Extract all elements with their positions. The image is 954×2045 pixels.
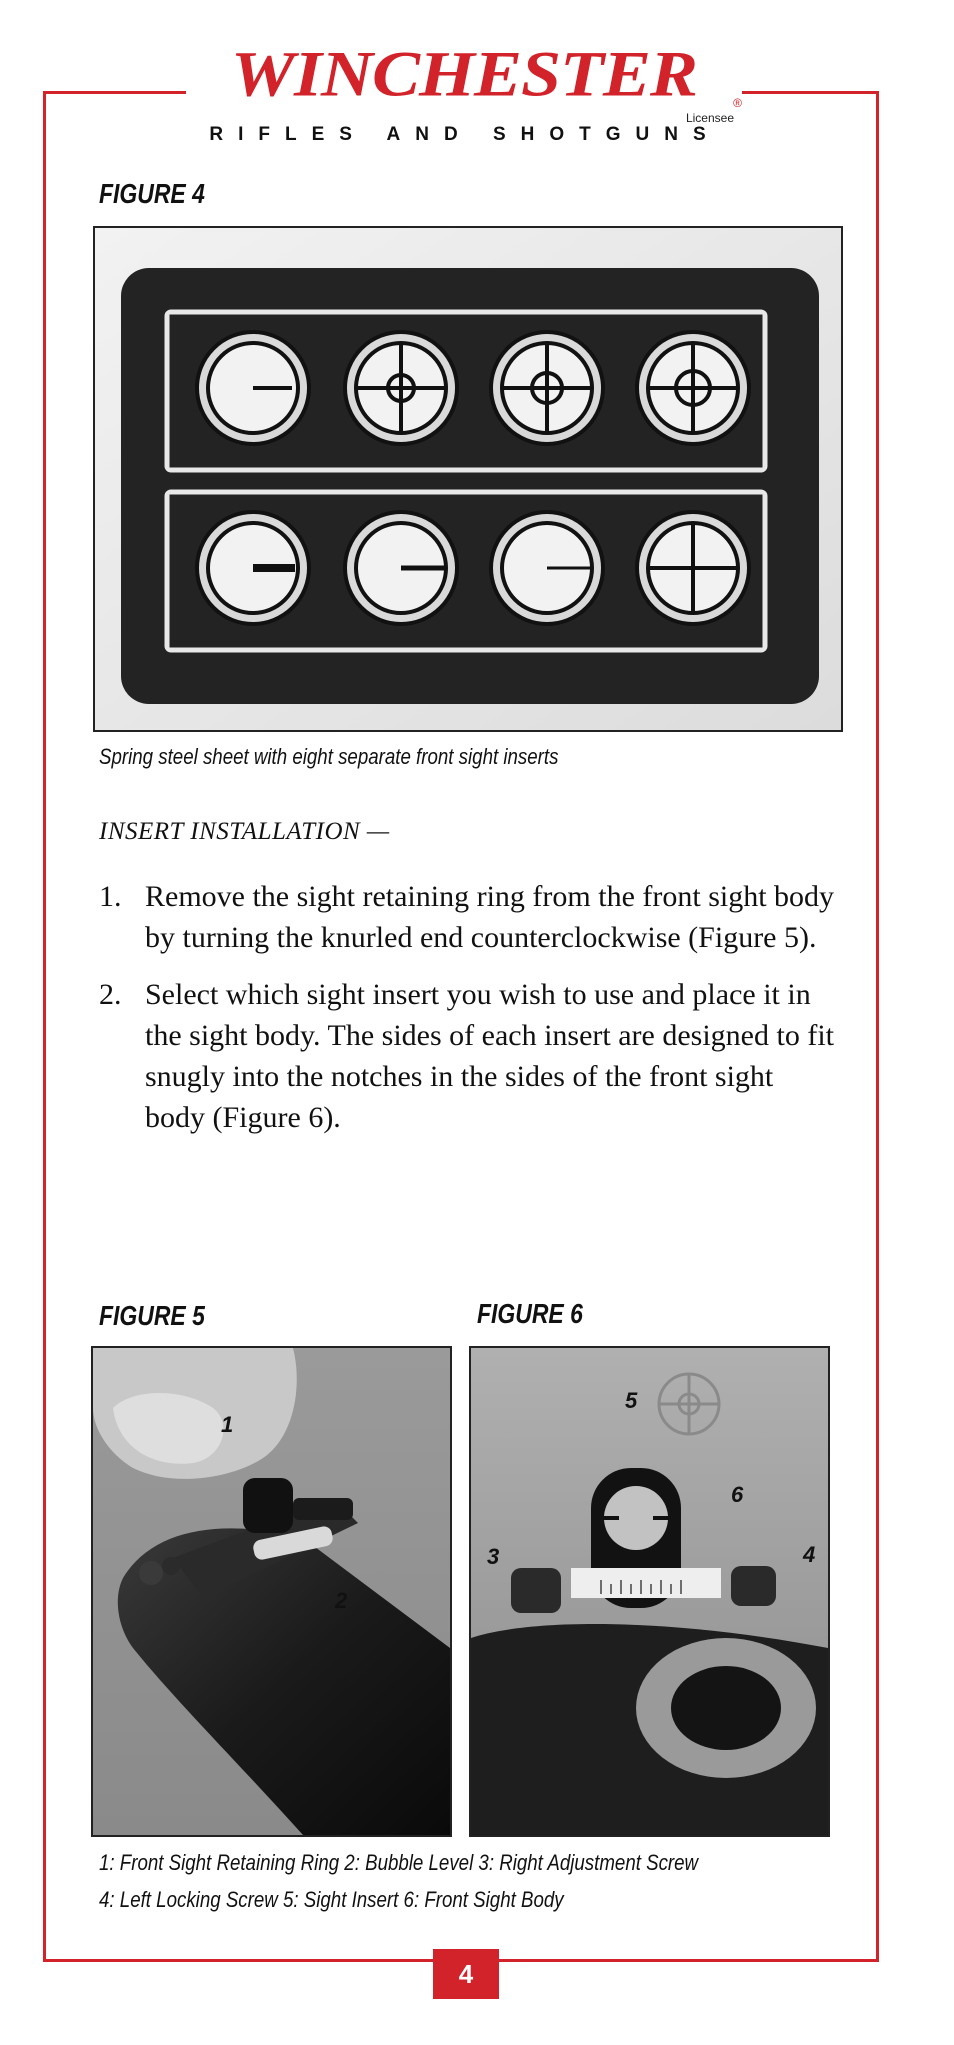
brand-wordmark: WINCHESTER [230,38,698,110]
step-number: 1. [99,880,122,913]
installation-steps [99,876,839,1154]
front-sight-body-photo [471,1348,828,1835]
brand-tagline: RIFLES AND SHOTGUNS [209,124,721,145]
figure-5-photo [91,1346,452,1837]
winchester-logo [186,36,742,145]
figure-6-photo [469,1346,830,1837]
sight-inserts-sheet-illustration [95,228,841,730]
callout-6: 6 [731,1482,744,1507]
figure-4-caption: Spring steel sheet with eight separate front sight inserts [99,744,559,769]
front-sight-ring-photo [93,1348,450,1835]
callout-2: 2 [335,1588,348,1613]
licensee-label: Licensee [685,111,734,125]
figure-4-image [93,226,843,732]
callout-3: 3 [487,1544,500,1569]
legend-line-2: 4: Left Locking Screw 5: Sight Insert 6: Front Sight Body [99,1887,564,1912]
list-item [99,974,839,1138]
list-item [99,876,839,958]
figure-4-label: FIGURE 4 [99,178,205,209]
registered-mark: ® [733,96,742,110]
section-heading: INSERT INSTALLATION — [99,818,390,845]
callout-1: 1 [221,1412,234,1437]
legend-line-1: 1: Front Sight Retaining Ring 2: Bubble Level 3: Right Adjustment Screw [99,1850,699,1875]
step-text: Remove the sight retaining ring from the front sight body by turning the knurled end counterclockwise (Figure 5). [145,880,835,954]
page-number: 4 [433,1949,499,1999]
step-text: Select which sight insert you wish to use and place it in the sight body. The sides of each insert are designed to fit snugly into the notches in the sides of the front sight body (Figure 6). [145,978,834,1134]
figure-5-label: FIGURE 5 [99,1300,205,1331]
step-number: 2. [99,978,122,1011]
callout-5: 5 [625,1388,638,1413]
callout-4: 4 [803,1542,816,1567]
figure-6-label: FIGURE 6 [477,1298,583,1329]
